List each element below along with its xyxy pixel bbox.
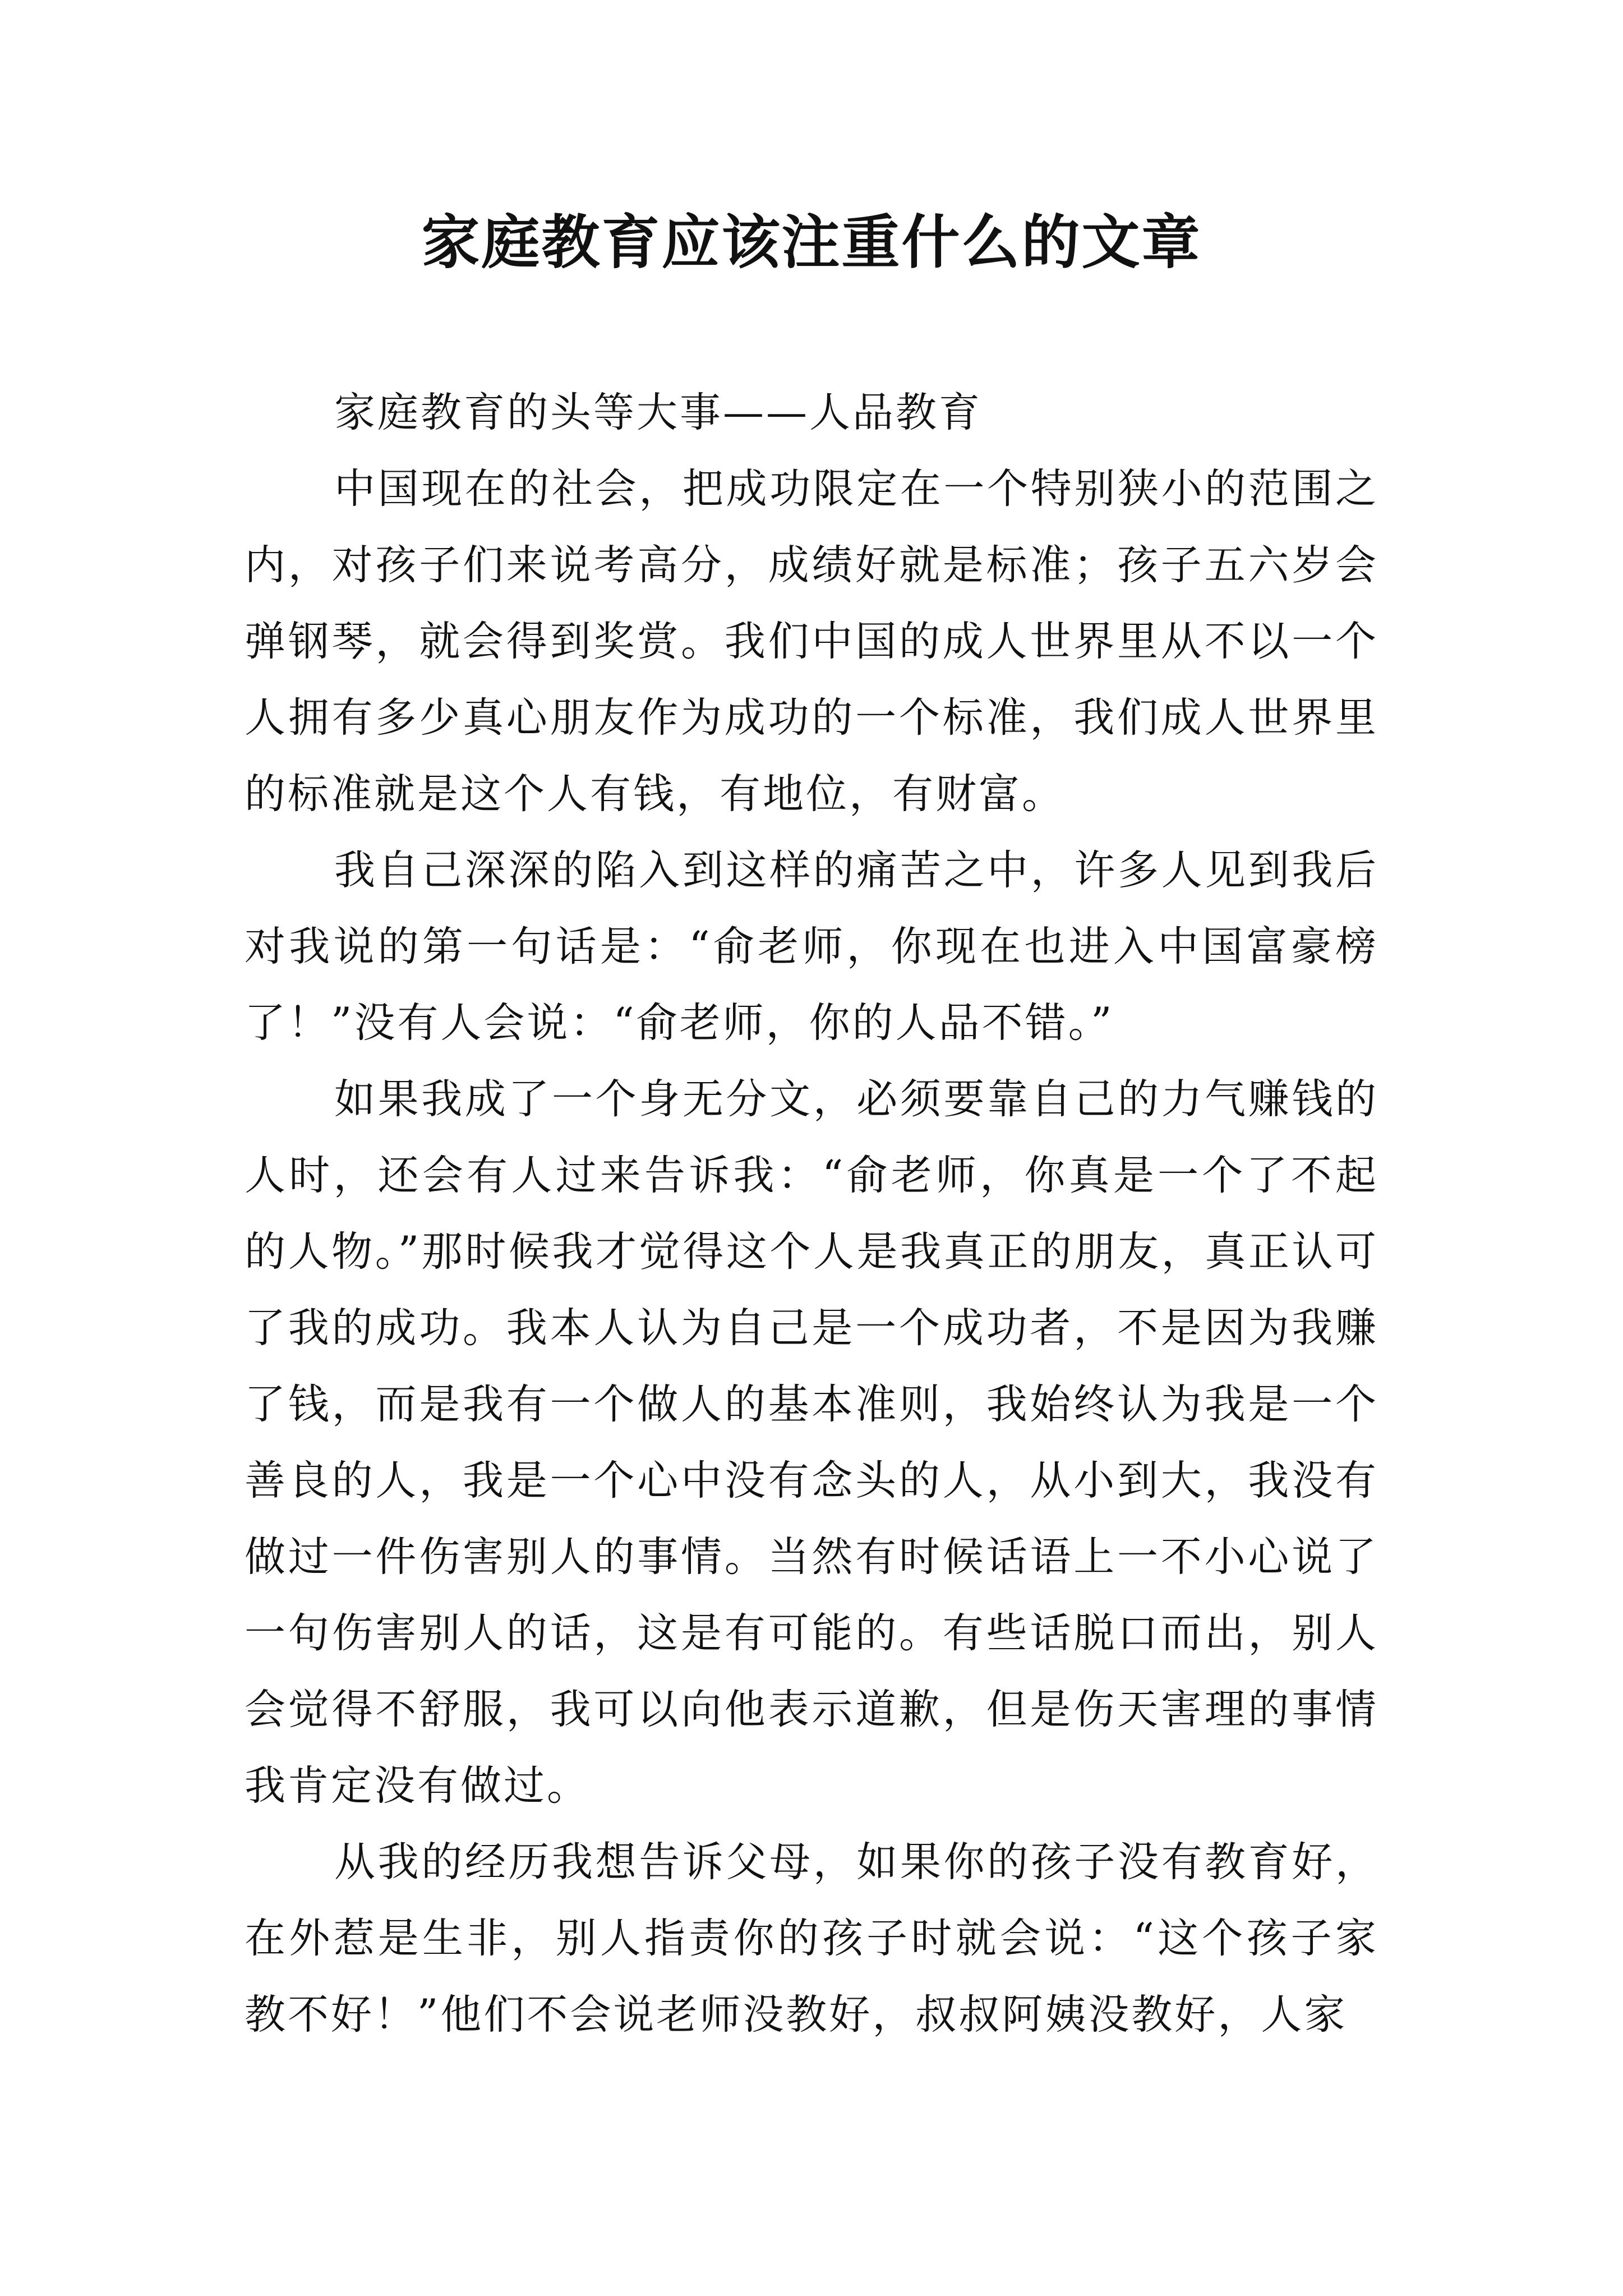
document-title: 家庭教育应该注重什么的文章: [421, 208, 1202, 277]
document-body: [245, 375, 1378, 2053]
paragraph-subheading: 家庭教育的头等大事——人品教育: [334, 389, 982, 436]
paragraph: 如果我成了一个身无分文，必须要靠自己的力气赚钱的人时，还会有人过来告诉我：“俞老师，你真是一个了不起的人物。”那时候我才觉得这个人是我真正的朋友，真正认可了我的成功。我本人认为自己是一个成功者，不是因为我赚了钱，而是我有一个做人的基本准则，我始终认为我是一个善良的人，我是一个心中没有念头的人，从小到大，我没有做过一件伤害别人的事情。当然有时候话语上一不小心说了一句伤害别人的话，这是有可能的。有些话脱口而出，别人会觉得不舒服，我可以向他表示道歉，但是伤天害理的事情我肯定没有做过。: [245, 1075, 1378, 1810]
paragraph: 我自己深深的陷入到这样的痛苦之中，许多人见到我后对我说的第一句话是：“俞老师，你现在也进入中国富豪榜了！”没有人会说：“俞老师，你的人品不错。”: [245, 846, 1378, 1047]
paragraph: 中国现在的社会，把成功限定在一个特别狭小的范围之内，对孩子们来说考高分，成绩好就是标准；孩子五六岁会弹钢琴，就会得到奖赏。我们中国的成人世界里从不以一个人拥有多少真心朋友作为成功的一个标准，我们成人世界里的标准就是这个人有钱，有地位，有财富。: [245, 465, 1378, 818]
paragraph: 从我的经历我想告诉父母，如果你的孩子没有教育好，在外惹是生非，别人指责你的孩子时就会说：“这个孩子家教不好！”他们不会说老师没教好，叔叔阿姨没教好，人家: [245, 1838, 1378, 2039]
